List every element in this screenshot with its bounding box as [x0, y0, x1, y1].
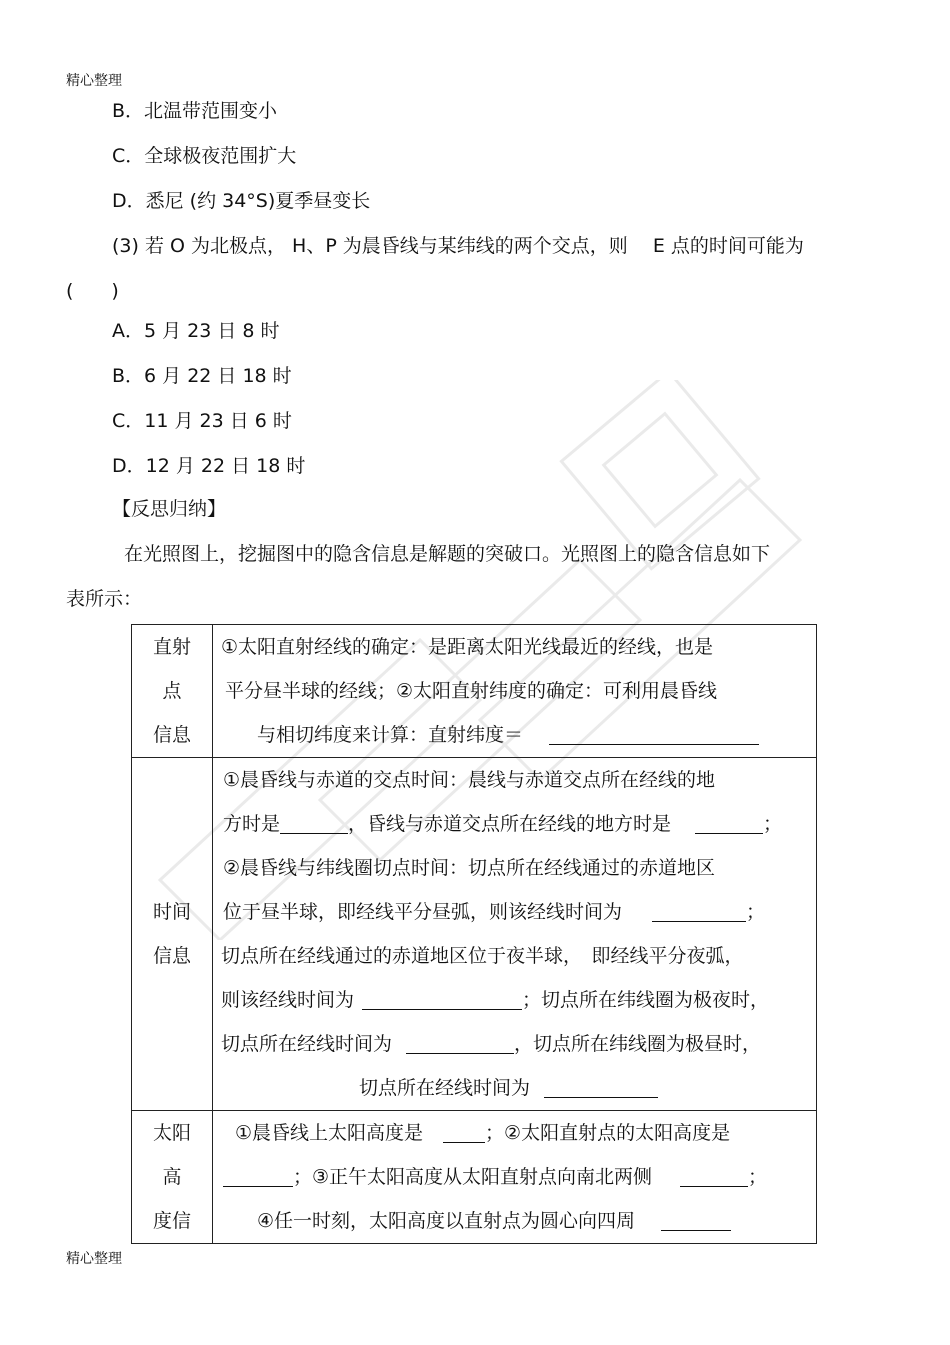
row-content-time: ①晨昏线与赤道的交点时间：晨线与赤道交点所在经线的地 方时是 ，昏线与赤道交点所在经线的地方时是 ； ②晨昏线与纬线圈切点时间：切点所在经线通过的赤道地区 位于昼半球，即经线平分昼弧，则该经线时间为 ； 切点所在经线通过的赤道地区位于夜半球， 即经线平分夜弧， 则该经线时间为 ；切点所在纬线圈为极夜时， 切点所在经线时间为 ，切点所在纬线圈为极昼时， 切点所在经线时间为 [213, 758, 817, 1111]
option-c-q3: C．11 月 23 日 6 时 [112, 410, 292, 432]
blank-field [544, 1077, 658, 1098]
blank-field [362, 989, 522, 1010]
table-row [132, 758, 817, 1111]
reflection-intro-line1: 在光照图上，挖掘图中的隐含信息是解题的突破口。光照图上的隐含信息如下 [124, 543, 771, 565]
blank-field [661, 1210, 731, 1231]
table-row [132, 625, 817, 758]
blank-field [680, 1166, 748, 1187]
blank-field [695, 813, 763, 834]
blank-field [443, 1122, 485, 1143]
blank-field [280, 813, 348, 834]
info-table [131, 624, 817, 1244]
blank-field [406, 1033, 514, 1054]
row-content-direct-point: ①太阳直射经线的确定：是距离太阳光线最近的经线，也是 平分昼半球的经线；②太阳直射纬度的确定：可利用晨昏线 与相切纬度来计算：直射纬度＝ [213, 625, 817, 758]
row-label-sun-altitude: 太阳 高 度信 [132, 1111, 213, 1244]
question3-bracket: ( ) [66, 280, 119, 302]
reflection-title: 【反思归纳】 [112, 498, 227, 520]
row-label-direct-point: 直射 点 信息 [132, 625, 213, 758]
row-content-sun-altitude: ①晨昏线上太阳高度是 ；②太阳直射点的太阳高度是 ；③正午太阳高度从太阳直射点向南北两侧 ； ④任一时刻，太阳高度以直射点为圆心向四周 [213, 1111, 817, 1244]
row-label-time: 时间 信息 [132, 758, 213, 1111]
option-a-q3: A．5 月 23 日 8 时 [112, 320, 280, 342]
table-row [132, 1111, 817, 1244]
page-header: 精心整理 [66, 73, 122, 89]
blank-field [652, 901, 746, 922]
question3-stem: (3) 若 O 为北极点， H、P 为晨昏线与某纬线的两个交点，则 E 点的时间可能为 [112, 235, 804, 257]
blank-field [223, 1166, 293, 1187]
option-c-q2: C．全球极夜范围扩大 [112, 145, 297, 167]
option-b-q3: B．6 月 22 日 18 时 [112, 365, 292, 387]
option-d-q3: D．12 月 22 日 18 时 [112, 455, 306, 477]
option-b-q2: B．北温带范围变小 [112, 100, 278, 122]
page-footer: 精心整理 [66, 1251, 122, 1267]
reflection-intro-line2: 表所示： [66, 588, 143, 610]
blank-field [549, 724, 759, 745]
option-d-q2: D．悉尼 (约 34°S)夏季昼变长 [112, 190, 371, 212]
